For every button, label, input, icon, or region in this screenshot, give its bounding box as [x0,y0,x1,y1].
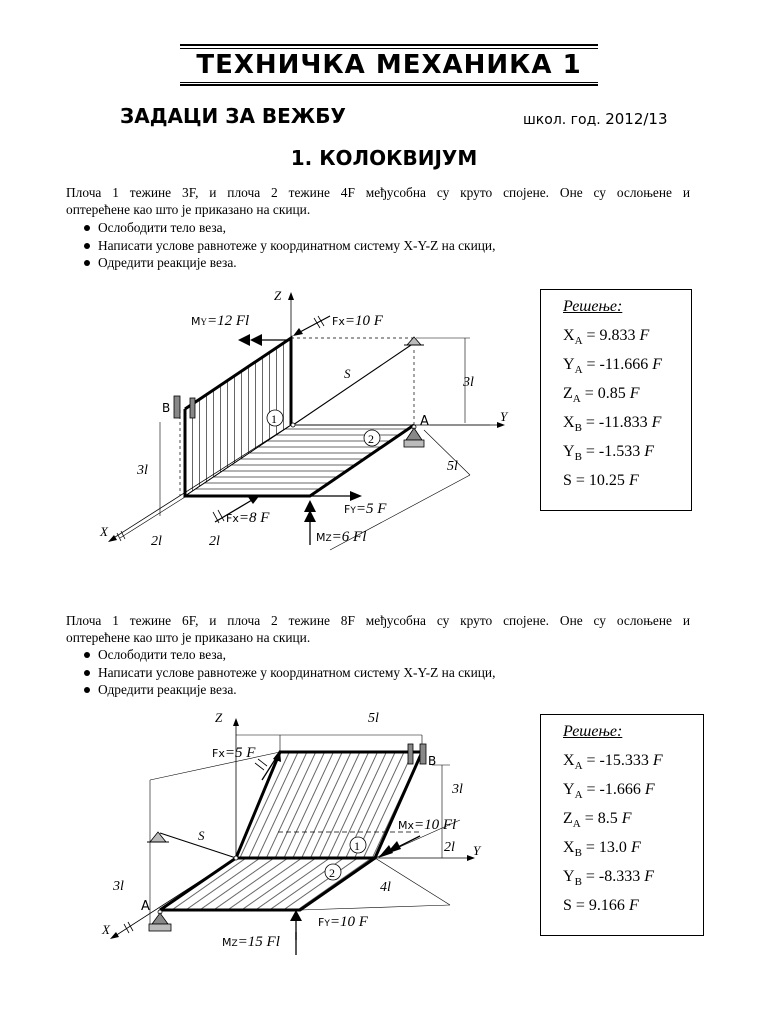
colloquium-heading: 1. КОЛОКВИЈУМ [290,146,478,170]
bullet-icon [84,670,90,676]
school-year-label: школ. год. [523,112,601,128]
solution-row: $Y_A = -1.666$ F [563,781,655,802]
axis-z-label: Z [215,710,223,725]
school-year-value: 2012/13 [605,110,668,128]
plate-1-number: 1 [271,412,277,426]
plate-1-number: 1 [354,839,360,853]
axis-z-label: Z [274,288,282,303]
solution-row: S = 9.166 F [563,897,639,914]
axis-x-label: X [102,922,110,937]
bullet-icon [84,243,90,249]
moment-mx-label: Mx=10 Fl [398,817,457,833]
list-item: Одредити реакције веза. [82,254,495,272]
dim-top-length: 5l [368,711,379,726]
support-a-label: A [420,414,429,429]
axis-y-label: Y [473,843,481,858]
moment-mz-label: MZ=15 Fl [222,934,280,950]
support-a-label: A [141,899,150,914]
solution-heading: Решење: [563,723,623,740]
title-rule-bottom-thin [180,82,598,83]
exercises-heading: ЗАДАЦИ ЗА ВЕЖБУ [120,104,346,128]
bullet-icon [84,225,90,231]
problem1-moment-mz-icon [304,500,316,545]
dim-height-right: 3l [452,782,463,797]
solution-row: $Y_A = -11.666$ F [563,356,663,377]
problem1-force-fy-icon [310,491,362,501]
problem1-solution-box [540,289,692,511]
list-item: Написати услове равнотеже у координатном систему X-Y-Z на скици, [82,237,495,255]
dim-length-bottom: 4l [380,880,391,895]
title-rule-top-thin [180,48,598,49]
problem1-figure [0,280,540,560]
cable-s-label: S [344,366,351,381]
problem2-solution-box [540,714,704,936]
bullet-icon [84,260,90,266]
document-title: ТЕХНИЧКА МЕХАНИКА 1 [196,50,582,80]
problem2-figure [0,700,540,1024]
force-fx-label: Fx=5 F [212,745,256,761]
problem1-task-list [82,219,495,272]
problem1-force-fx-top-icon [293,316,330,336]
support-b-label: B [162,401,171,415]
problem2-task-list [82,646,495,699]
force-fx-bottom-label: Fx=8 F [226,510,270,526]
problem2-statement-line2: оптерећене као што је приказано на скици. [66,630,311,645]
problem1-statement-line1: Плоча 1 тежине 3F, и плоча 2 тежине 4F међусобна су круто спојене. Оне су ослоњене и [66,185,690,200]
solution-heading: Решење: [563,298,623,315]
title-rule-bottom-thick [180,84,598,86]
dim-2l-right: 2l [209,534,220,549]
solution-row: $X_A = -15.333$ F [563,752,663,773]
problem1-axes [108,292,505,542]
problem2-plate-2 [160,858,375,910]
problem2-plate-1 [236,752,422,858]
solution-row: $Y_B = -8.333$ F [563,868,655,889]
problem2-statement [66,612,690,646]
solution-row: S = 10.25 F [563,472,639,489]
dim-height-left: 3l [113,879,124,894]
bullet-icon [84,652,90,658]
cable-s-label: S [198,828,205,843]
axis-x-label: X [100,524,108,539]
solution-row: $X_A = 9.833$ F [563,327,650,348]
plate-2-number: 2 [329,866,335,880]
dim-2l-left: 2l [151,534,162,549]
moment-mz-label: MZ=6 Fl [316,529,367,545]
force-fx-top-label: Fx=10 F [332,313,383,329]
support-b-label: B [428,754,437,768]
list-item: Ослободити тело веза, [82,646,495,664]
problem2-cable-joint [234,856,238,860]
solution-row: $X_B = 13.0$ F [563,839,641,860]
school-year [523,110,668,128]
solution-row: $Y_B = -1.533$ F [563,443,655,464]
force-fy-label: FY=5 F [344,501,387,517]
moment-my-label: MY=12 Fl [191,313,250,329]
problem1-cable-joint [291,423,295,427]
problem1-statement-line2: оптерећене као што је приказано на скици. [66,202,311,217]
problem1-statement [66,184,690,218]
dim-side-length: 2l [444,840,455,855]
problem2-statement-line1: Плоча 1 тежине 6F, и плоча 2 тежине 8F међусобна су круто спојене. Оне су ослоњене и [66,613,690,628]
bullet-icon [84,687,90,693]
list-item: Одредити реакције веза. [82,681,495,699]
title-rule-top-thick [180,44,598,46]
solution-row: $Z_A = 8.5$ F [563,810,632,831]
dim-height-left: 3l [137,463,148,478]
solution-row: $Z_A = 0.85$ F [563,385,640,406]
axis-y-label: Y [500,409,508,424]
list-item: Ослободити тело веза, [82,219,495,237]
list-item: Написати услове равнотеже у координатном систему X-Y-Z на скици, [82,664,495,682]
dim-length-right: 5l [447,459,458,474]
solution-row: $X_B = -11.833$ F [563,414,662,435]
force-fy-label: FY=10 F [318,914,368,930]
dim-height-right: 3l [463,375,474,390]
problem1-cable-s [293,343,414,425]
plate-2-number: 2 [368,432,374,446]
problem2-support-a-icon [149,910,171,931]
